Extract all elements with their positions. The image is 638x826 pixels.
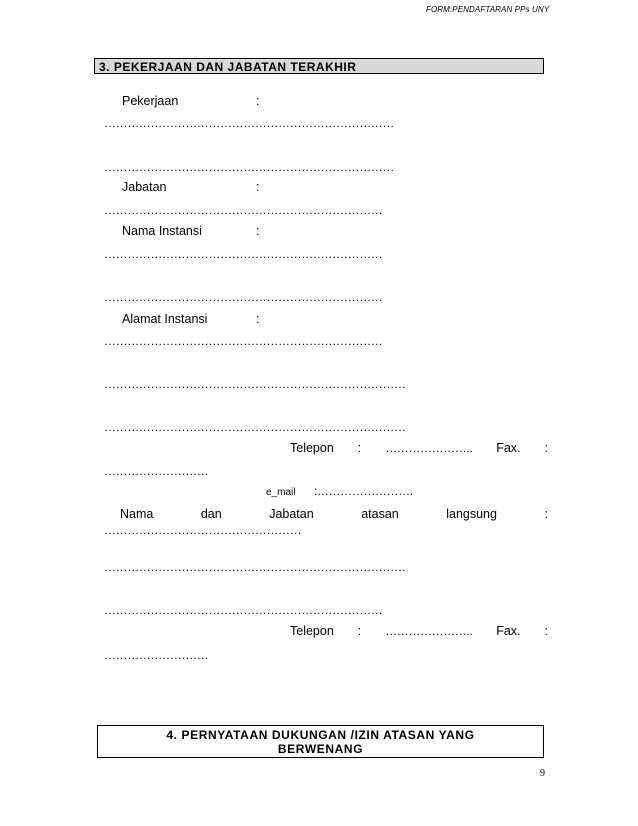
telepon-colon: :	[357, 441, 362, 455]
nama-instansi-dots-1[interactable]: ………………………………………………………………	[104, 247, 383, 261]
fax-dots[interactable]: ………………………	[104, 464, 209, 478]
email-dots[interactable]: :…………………….	[314, 484, 413, 498]
atasan-row	[120, 507, 548, 521]
atasan-fax-label: Fax.	[496, 624, 521, 638]
atasan-word-2: dan	[200, 507, 222, 521]
nama-instansi-dots-2[interactable]: ………………………………………………………………	[104, 290, 383, 304]
jabatan-colon: :	[256, 180, 260, 194]
atasan-telepon-row	[290, 624, 548, 638]
jabatan-dots[interactable]: ………………………………………………………………	[104, 203, 383, 217]
atasan-word-6: :	[544, 507, 548, 521]
section4-title-line1: 4. PERNYATAAN DUKUNGAN /IZIN ATASAN YANG	[166, 728, 475, 742]
atasan-telepon-label: Telepon	[290, 624, 334, 638]
atasan-word-3: Jabatan	[269, 507, 314, 521]
jabatan-label: Jabatan	[122, 180, 167, 194]
alamat-instansi-dots-3[interactable]: ……………………………………………………………………	[104, 420, 406, 434]
fax-colon: :	[544, 441, 548, 455]
pekerjaan-dots-1[interactable]: …………………………………………………………………	[104, 116, 395, 130]
pekerjaan-colon: :	[256, 94, 260, 108]
atasan-telepon-dots[interactable]: …………………..	[385, 624, 473, 638]
atasan-word-5: langsung	[446, 507, 497, 521]
pekerjaan-label: Pekerjaan	[122, 94, 179, 108]
atasan-word-4: atasan	[361, 507, 399, 521]
telepon-dots[interactable]: …………………..	[385, 441, 473, 455]
nama-instansi-colon: :	[256, 224, 260, 238]
page-number: 9	[540, 768, 545, 779]
atasan-telepon-colon: :	[357, 624, 362, 638]
instansi-telepon-row	[290, 441, 548, 455]
pekerjaan-dots-2[interactable]: …………………………………………………………………	[104, 160, 395, 174]
alamat-instansi-label: Alamat Instansi	[122, 312, 208, 326]
alamat-instansi-colon: :	[256, 312, 260, 326]
telepon-label: Telepon	[290, 441, 334, 455]
nama-instansi-label: Nama Instansi	[122, 224, 202, 238]
section4-title-line2: BERWENANG	[277, 742, 364, 756]
fax-label: Fax.	[496, 441, 521, 455]
alamat-instansi-dots-1[interactable]: ………………………………………………………………	[104, 334, 383, 348]
alamat-instansi-dots-2[interactable]: ……………………………………………………………………	[104, 377, 406, 391]
atasan-dots-1[interactable]: ……………………………………………	[104, 523, 302, 537]
atasan-dots-2[interactable]: ……………………………………………………………………	[104, 560, 406, 574]
atasan-word-1: Nama	[120, 507, 154, 521]
section3-title: 3. PEKERJAAN DAN JABATAN TERAKHIR	[94, 58, 544, 74]
form-header: FORM:PENDAFTARAN PPs UNY	[426, 5, 550, 14]
atasan-fax-dots[interactable]: ………………………	[104, 648, 209, 662]
email-label: e_mail	[266, 487, 296, 498]
section4-title	[97, 725, 544, 758]
atasan-dots-3[interactable]: ………………………………………………………………	[104, 603, 383, 617]
atasan-fax-colon: :	[544, 624, 548, 638]
